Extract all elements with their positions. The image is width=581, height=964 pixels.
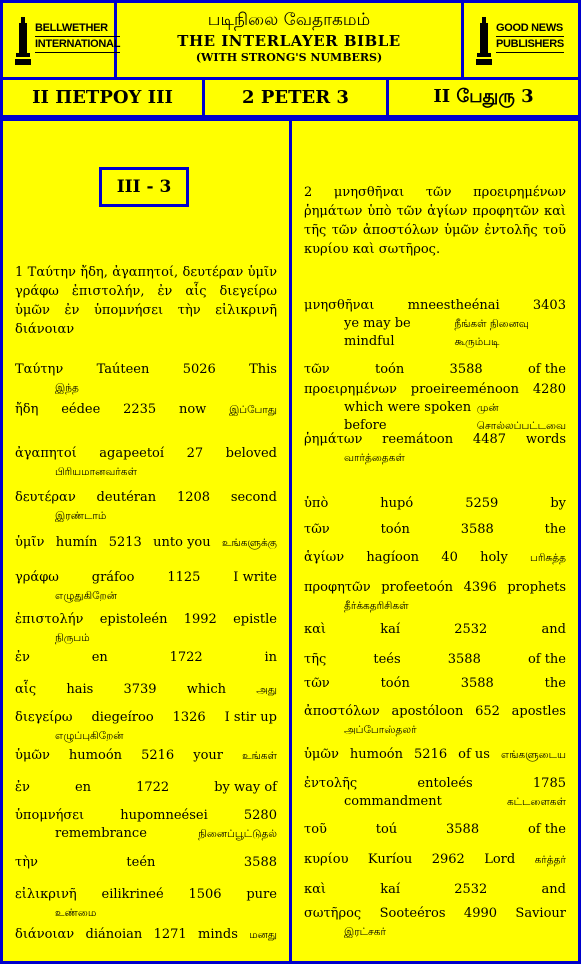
transliteration: apostóloon <box>391 704 464 719</box>
greek-word: δευτέραν <box>15 490 76 505</box>
word-entry <box>15 569 277 605</box>
greek-word: προφητῶν <box>304 580 371 595</box>
english-gloss: of the <box>527 362 566 377</box>
tamil-gloss: இந்த <box>55 382 79 394</box>
word-entry <box>15 401 277 419</box>
greek-word: ἀποστόλων <box>304 704 380 719</box>
left-column <box>0 118 292 964</box>
strongs-number: 5216 <box>141 748 175 763</box>
strongs-number: 3739 <box>123 682 157 697</box>
book-title-greek: II ΠΕΤΡΟΥ III <box>3 80 205 115</box>
english-gloss: of the <box>527 652 566 667</box>
word-entry <box>15 886 277 922</box>
transliteration: mneestheénai <box>407 298 500 313</box>
strongs-number: 1271 <box>153 927 187 942</box>
good-news-logo-cell <box>464 3 578 77</box>
word-entry <box>304 651 566 669</box>
word-entry <box>304 549 566 567</box>
word-entry <box>304 881 566 899</box>
greek-word: ὑμῶν <box>15 748 50 763</box>
bellwether-logo-line2: INTERNATIONAL <box>35 37 120 53</box>
greek-word: τῆς <box>304 652 327 667</box>
word-entry <box>304 381 566 435</box>
transliteration: deutéran <box>96 490 157 505</box>
word-entry <box>15 747 277 765</box>
transliteration: eilikrineé <box>101 887 164 902</box>
greek-word: καὶ <box>304 622 327 637</box>
transliteration: hupó <box>380 496 414 511</box>
transliteration: toón <box>380 676 410 691</box>
transliteration: kaí <box>380 882 401 897</box>
title-tamil: படிநிலை வேதாகமம் <box>207 10 371 30</box>
strongs-number: 3588 <box>460 676 494 691</box>
tamil-gloss: அது <box>256 684 277 696</box>
strongs-number: 1722 <box>169 650 203 665</box>
greek-word: τοῦ <box>304 822 327 837</box>
transliteration: agapeetoí <box>99 446 165 461</box>
strongs-number: 5280 <box>243 808 277 823</box>
strongs-number: 3588 <box>449 362 483 377</box>
tamil-gloss: நிருபம் <box>55 632 90 644</box>
word-entry <box>304 775 566 811</box>
tamil-gloss: நீங்கள் நினைவு கூரும்படி <box>454 318 529 348</box>
transliteration: hupomneései <box>120 808 208 823</box>
english-gloss: epistle <box>233 612 277 627</box>
english-gloss: of us <box>458 747 490 762</box>
word-entry <box>304 851 566 869</box>
greek-word: τὴν <box>15 855 38 870</box>
english-gloss: your <box>193 748 224 763</box>
greek-word: ὑμῖν <box>15 535 45 550</box>
greek-word: ἐντολῆς <box>304 776 358 791</box>
tamil-gloss: முன் சொல்லப்பட்டவை <box>476 402 566 432</box>
good-news-logo-line1: GOOD NEWS <box>496 21 564 37</box>
word-entry <box>15 534 277 552</box>
word-entry <box>15 854 277 872</box>
greek-word: Ταύτην <box>15 362 64 377</box>
tamil-gloss: கர்த்தர் <box>534 854 566 866</box>
word-entry <box>304 621 566 639</box>
english-gloss: and <box>541 882 566 897</box>
strongs-number: 1785 <box>532 776 566 791</box>
transliteration: en <box>91 650 108 665</box>
greek-word: τῶν <box>304 676 330 691</box>
transliteration: reemátoon <box>382 432 454 447</box>
right-column <box>289 118 581 964</box>
transliteration: toú <box>375 822 398 837</box>
transliteration: Sooteéros <box>379 906 446 921</box>
transliteration: diánoian <box>85 927 143 942</box>
strongs-number: 4396 <box>463 580 497 595</box>
greek-word: μνησθῆναι <box>304 298 375 313</box>
word-entry <box>15 709 277 745</box>
strongs-number: 5213 <box>108 535 142 550</box>
transliteration: humoón <box>68 748 123 763</box>
word-entry <box>304 905 566 941</box>
english-gloss: apostles <box>511 704 566 719</box>
verse-2-text: 2 μνησθῆναι τῶν προειρημένων ῥημάτων ὑπὸ τῶν ἁγίων προφητῶν καὶ τῆς τῶν ἀποστόλων ὑμῶν ἐντολῆς τοῦ κυρίου καὶ σωτῆρος. <box>304 185 566 257</box>
english-gloss: commandment <box>344 794 442 809</box>
transliteration: hais <box>66 682 94 697</box>
strongs-number: 3588 <box>447 652 481 667</box>
word-entry <box>15 445 277 481</box>
strongs-number: 2235 <box>123 402 157 417</box>
bellwether-logo-cell <box>3 3 121 77</box>
strongs-number: 5259 <box>465 496 499 511</box>
english-gloss: prophets <box>507 580 566 595</box>
word-entry <box>304 675 566 693</box>
greek-word: αἷς <box>15 682 37 697</box>
transliteration: kaí <box>380 622 401 637</box>
book-title-english: 2 PETER 3 <box>205 80 389 115</box>
greek-word: ἐν <box>15 780 30 795</box>
english-gloss: and <box>541 622 566 637</box>
good-news-logo <box>472 11 568 71</box>
greek-word: προειρημένων <box>304 382 397 397</box>
greek-word: τῶν <box>304 522 330 537</box>
greek-word: ἐν <box>15 650 30 665</box>
english-gloss: second <box>230 490 277 505</box>
greek-word: διεγείρω <box>15 710 73 725</box>
english-gloss: of the <box>527 822 566 837</box>
transliteration: diegeíroo <box>91 710 154 725</box>
english-gloss: the <box>544 676 566 691</box>
word-entry <box>304 703 566 739</box>
tamil-gloss: நினைப்பூட்டுதல் <box>198 828 277 840</box>
english-gloss: by way of <box>214 780 277 795</box>
word-entry <box>15 926 277 944</box>
transliteration: Kuríou <box>367 852 413 867</box>
greek-word: σωτῆρος <box>304 906 362 921</box>
word-entry <box>15 779 277 797</box>
transliteration: epistoleén <box>99 612 168 627</box>
book-bar <box>0 80 581 118</box>
strongs-number: 3403 <box>532 298 566 313</box>
english-gloss: in <box>264 650 277 665</box>
transliteration: teés <box>373 652 401 667</box>
greek-word: ἤδη <box>15 402 39 417</box>
tamil-gloss: எழுப்புகிறேன் <box>55 730 124 742</box>
english-gloss: Saviour <box>515 906 566 921</box>
tamil-gloss: பிரியமானவர்கள் <box>55 466 137 478</box>
greek-word: ῥημάτων <box>304 432 363 447</box>
transliteration: hagíoon <box>366 550 420 565</box>
tamil-gloss: உண்மை <box>55 907 97 919</box>
transliteration: en <box>74 780 92 795</box>
greek-word: ὑπομνήσει <box>15 808 85 823</box>
verse-1-text: 1 Ταύτην ἤδη, ἀγαπητοί, δευτέραν ὑμῖν γράφω ἐπιστολήν, ἐν αἷς διεγείρω ὑμῶν ἐν ὑπομνήσει τὴν εἰλικρινῆ διάνοιαν <box>15 265 277 337</box>
word-entry <box>304 746 566 764</box>
english-gloss: I write <box>233 570 277 585</box>
greek-word: ὑπὸ <box>304 496 329 511</box>
strongs-number: 27 <box>186 446 204 461</box>
greek-word: διάνοιαν <box>15 927 75 942</box>
word-entry <box>304 297 566 351</box>
strongs-number: 1722 <box>136 780 170 795</box>
greek-word: κυρίου <box>304 852 349 867</box>
tamil-gloss: கட்டளைகள் <box>506 796 566 808</box>
strongs-number: 3588 <box>460 522 494 537</box>
strongs-number: 1125 <box>167 570 201 585</box>
page-subtitle: (WITH STRONG'S NUMBERS) <box>195 51 383 64</box>
transliteration: proeireeménoon <box>410 382 519 397</box>
greek-word: γράφω <box>15 570 59 585</box>
strongs-number: 1506 <box>188 887 222 902</box>
transliteration: gráfoo <box>91 570 135 585</box>
strongs-number: 652 <box>475 704 500 719</box>
tamil-gloss: எழுதுகிறேன் <box>55 590 117 602</box>
english-gloss: I stir up <box>224 710 277 725</box>
strongs-number: 2532 <box>454 882 488 897</box>
tamil-gloss: உங்கள் <box>242 750 277 762</box>
page-title: THE INTERLAYER BIBLE <box>177 32 401 50</box>
strongs-number: 3588 <box>243 855 277 870</box>
bellwether-logo-line1: BELLWETHER <box>35 21 120 37</box>
good-news-logo-line2: PUBLISHERS <box>496 37 564 53</box>
title-block <box>117 3 464 77</box>
tamil-gloss: தீர்க்கதரிசிகள் <box>344 600 409 612</box>
strongs-number: 5216 <box>414 747 448 762</box>
word-entry <box>304 495 566 513</box>
english-gloss: This <box>249 362 277 377</box>
transliteration: eédee <box>61 402 101 417</box>
tamil-gloss: வார்த்தைகள் <box>344 452 405 464</box>
english-gloss: by <box>550 496 566 511</box>
strongs-number: 3588 <box>446 822 480 837</box>
good-news-torch-icon <box>476 15 492 67</box>
transliteration: toón <box>375 362 405 377</box>
greek-word: τῶν <box>304 362 330 377</box>
word-entry <box>15 611 277 647</box>
transliteration: teén <box>126 855 156 870</box>
word-entry <box>304 361 566 379</box>
bellwether-logo <box>11 11 121 71</box>
word-entry <box>15 681 277 699</box>
transliteration: Taúteen <box>96 362 150 377</box>
strongs-number: 1208 <box>176 490 211 505</box>
english-gloss: unto you <box>153 535 211 550</box>
word-entry <box>304 821 566 839</box>
english-gloss: minds <box>198 927 238 942</box>
strongs-number: 2962 <box>431 852 465 867</box>
english-gloss: now <box>178 402 207 417</box>
word-entry <box>304 521 566 539</box>
greek-word: ἁγίων <box>304 550 345 565</box>
transliteration: humoón <box>349 747 403 762</box>
strongs-number: 2532 <box>454 622 488 637</box>
strongs-number: 40 <box>441 550 458 565</box>
tamil-gloss: பரிசுத்த <box>530 552 566 564</box>
english-gloss: remembrance <box>55 826 147 841</box>
transliteration: toón <box>380 522 410 537</box>
strongs-number: 5026 <box>182 362 216 377</box>
strongs-number: 4990 <box>463 906 498 921</box>
tamil-gloss: இரண்டாம் <box>55 510 107 522</box>
english-gloss: the <box>544 522 566 537</box>
tamil-gloss: இரட்சகர் <box>344 926 387 938</box>
english-gloss: ye may be mindful <box>344 316 411 349</box>
strongs-number: 1326 <box>172 710 206 725</box>
tamil-gloss: மனது <box>249 929 277 941</box>
greek-word: ἐπιστολήν <box>15 612 84 627</box>
greek-word: ἀγαπητοί <box>15 446 77 461</box>
strongs-number: 4487 <box>472 432 507 447</box>
english-gloss: which <box>186 682 227 697</box>
english-gloss: words <box>525 432 566 447</box>
transliteration: profeetoón <box>381 580 454 595</box>
greek-word: ὑμῶν <box>304 747 339 762</box>
word-entry <box>15 807 277 843</box>
word-entry <box>15 489 277 525</box>
tamil-gloss: அப்போஸ்தலர் <box>344 724 417 736</box>
book-title-tamil: II பேதுரு 3 <box>433 86 534 107</box>
strongs-number: 4280 <box>532 382 566 397</box>
transliteration: entoleés <box>417 776 473 791</box>
english-gloss: holy <box>480 550 508 565</box>
strongs-number: 1992 <box>183 612 217 627</box>
word-entry <box>304 579 566 615</box>
english-gloss: pure <box>246 887 277 902</box>
tamil-gloss: இப்போது <box>229 404 277 416</box>
tamil-gloss: எங்களுடைய <box>501 749 566 761</box>
word-entry <box>15 361 277 397</box>
page-header <box>0 0 581 80</box>
greek-word: εἰλικρινῆ <box>15 887 77 902</box>
bellwether-sheep-icon <box>15 15 31 67</box>
word-entry <box>15 649 277 667</box>
tamil-gloss: உங்களுக்கு <box>221 537 277 549</box>
english-gloss: beloved <box>225 446 277 461</box>
english-gloss: which were spoken before <box>344 400 472 433</box>
word-entry <box>304 431 566 467</box>
chapter-box: III - 3 <box>99 167 189 207</box>
english-gloss: Lord <box>484 852 516 867</box>
transliteration: humín <box>55 535 98 550</box>
greek-word: καὶ <box>304 882 327 897</box>
